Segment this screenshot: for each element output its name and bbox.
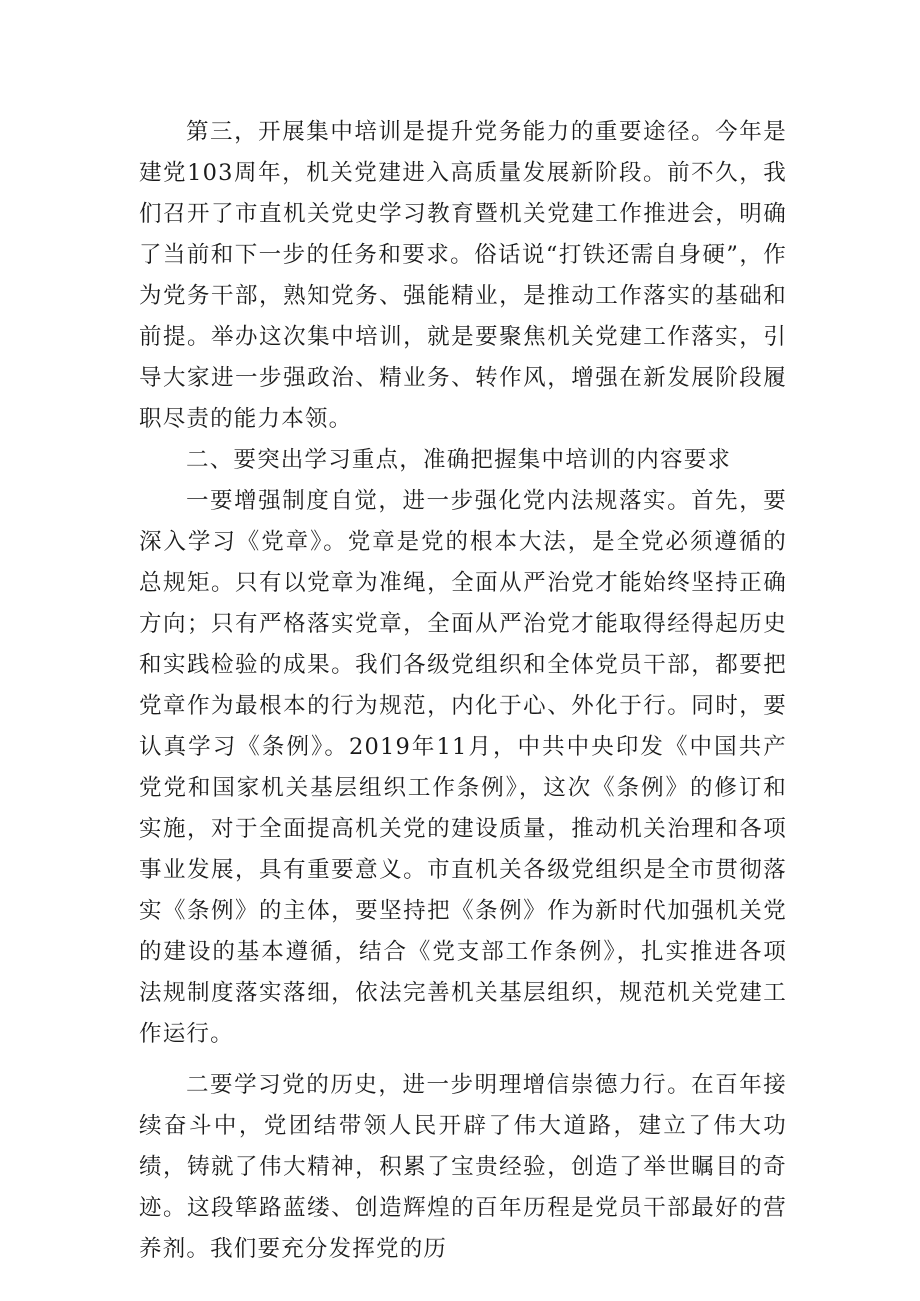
paragraph-third-point: 第三，开展集中培训是提升党务能力的重要途径。今年是建党103周年，机关党建进入高质量发展新阶段。前不久，我们召开了市直机关党史学习教育暨机关党建工作推进会，明确了当前和下一步的任务和要求。俗话说“打铁还需自身硬”，作为党务干部，熟知党务、强能精业，是推动工作落实的基础和前提。举办这次集中培训，就是要聚焦机关党建工作落实，引导大家进一步强政治、精业务、转作风，增强在新发展阶段履职尽责的能力本领。	[139, 119, 787, 432]
paragraph-second-requirement: 二要学习党的历史，进一步明理增信崇德力行。在百年接续奋斗中，党团结带领人民开辟了伟大道路，建立了伟大功绩，铸就了伟大精神，积累了宝贵经验，创造了举世瞩目的奇迹。这段筚路蓝缕、创造辉煌的百年历程是党员干部最好的营养剂。我们要充分发挥党的历	[139, 1072, 787, 1262]
section-heading-two: 二、要突出学习重点，准确把握集中培训的内容要求	[186, 447, 732, 473]
paragraph-first-requirement: 一要增强制度自觉，进一步强化党内法规落实。首先，要深入学习《党章》。党章是党的根本大法，是全党必须遵循的总规矩。只有以党章为准绳，全面从严治党才能始终坚持正确方向；只有严格落实党章，全面从严治党才能取得经得起历史和实践检验的成果。我们各级党组织和全体党员干部，都要把党章作为最根本的行为规范，内化于心、外化于行。同时，要认真学习《条例》。2019年11月，中共中央印发《中国共产党党和国家机关基层组织工作条例》，这次《条例》的修订和实施，对于全面提高机关党的建设质量，推动机关治理和各项事业发展，具有重要意义。市直机关各级党组织是全市贯彻落实《条例》的主体，要坚持把《条例》作为新时代加强机关党的建设的基本遵循，结合《党支部工作条例》，扎实推进各项法规制度落实落细，依法完善机关基层组织，规范机关党建工作运行。	[139, 488, 787, 1047]
document-body	[139, 112, 787, 1270]
